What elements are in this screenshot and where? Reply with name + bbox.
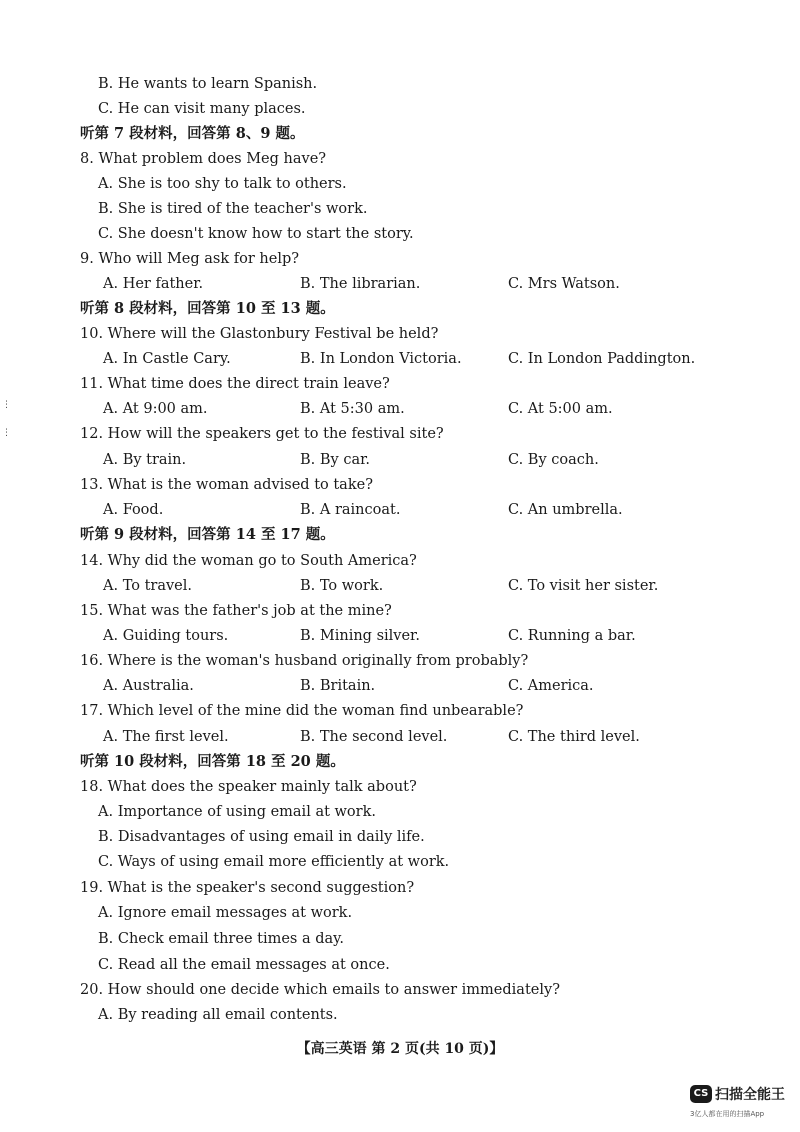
q13-option-c: C. An umbrella. [508,502,623,518]
q14-option-c: C. To visit her sister. [508,578,659,594]
q15-option-b: B. Mining silver. [300,628,421,644]
q18-option-b: B. Disadvantages of using email in daily life. [98,829,425,845]
q8-option-b: B. She is tired of the teacher's work. [98,201,368,217]
q17-option-b: B. The second level. [300,729,448,745]
scanner-tagline: 3亿人都在用的扫描App [690,1110,765,1118]
question-9: 9. Who will Meg ask for help? [80,251,300,267]
question-13: 13. What is the woman advised to take? [80,477,373,493]
q18-option-a: A. Importance of using email at work. [98,804,376,820]
q14-option-a: A. To travel. [103,578,192,594]
q11-option-c: C. At 5:00 am. [508,401,613,417]
section-10-instruction: 听第 10 段材料，回答第 18 至 20 题。 [80,753,345,770]
q7-option-b: B. He wants to learn Spanish. [98,76,318,92]
q16-option-b: B. Britain. [300,678,376,694]
q15-option-c: C. Running a bar. [508,628,636,644]
q13-option-b: B. A raincoat. [300,502,401,518]
question-18: 18. What does the speaker mainly talk about? [80,779,417,795]
q11-option-a: A. At 9:00 am. [103,401,208,417]
q12-option-c: C. By coach. [508,452,599,468]
question-20: 20. How should one decide which emails to answer immediately? [80,982,560,998]
q18-option-c: C. Ways of using email more efficiently at work. [98,854,450,870]
scanner-logo-icon: CS [690,1085,712,1103]
q12-option-a: A. By train. [103,452,187,468]
q13-option-a: A. Food. [103,502,164,518]
q20-option-a: A. By reading all email contents. [98,1007,338,1023]
q19-option-c: C. Read all the email messages at once. [98,957,390,973]
question-17: 17. Which level of the mine did the woman find unbearable? [80,703,524,719]
q11-option-b: B. At 5:30 am. [300,401,405,417]
question-8: 8. What problem does Meg have? [80,151,327,167]
question-19: 19. What is the speaker's second suggestion? [80,880,415,896]
question-14: 14. Why did the woman go to South America? [80,553,417,569]
q17-option-c: C. The third level. [508,729,640,745]
q12-option-b: B. By car. [300,452,371,468]
q8-option-c: C. She doesn't know how to start the story. [98,226,414,242]
page-footer: 【高三英语 第 2 页(共 10 页)】 [296,1041,504,1057]
q10-option-a: A. In Castle Cary. [103,351,231,367]
q16-option-c: C. America. [508,678,594,694]
scanner-app-name: 扫描全能王 [715,1087,785,1103]
q19-option-a: A. Ignore email messages at work. [98,905,353,921]
q15-option-a: A. Guiding tours. [103,628,229,644]
q9-option-b: B. The librarian. [300,276,421,292]
margin-mark: ⋮ [2,428,11,438]
section-7-instruction: 听第 7 段材料，回答第 8、9 题。 [80,125,305,142]
section-8-instruction: 听第 8 段材料，回答第 10 至 13 题。 [80,300,335,317]
question-16: 16. Where is the woman's husband originally from probably? [80,653,529,669]
question-15: 15. What was the father's job at the mine? [80,603,392,619]
q17-option-a: A. The first level. [103,729,229,745]
q8-option-a: A. She is too shy to talk to others. [98,176,347,192]
section-9-instruction: 听第 9 段材料，回答第 14 至 17 题。 [80,526,335,543]
q9-option-c: C. Mrs Watson. [508,276,620,292]
q10-option-c: C. In London Paddington. [508,351,696,367]
q19-option-b: B. Check email three times a day. [98,931,345,947]
q14-option-b: B. To work. [300,578,384,594]
question-10: 10. Where will the Glastonbury Festival be held? [80,326,439,342]
q16-option-a: A. Australia. [103,678,194,694]
q9-option-a: A. Her father. [103,276,204,292]
q7-option-c: C. He can visit many places. [98,101,306,117]
margin-mark: ⋮ [2,400,11,410]
question-12: 12. How will the speakers get to the festival site? [80,426,444,442]
question-11: 11. What time does the direct train leave? [80,376,390,392]
q10-option-b: B. In London Victoria. [300,351,462,367]
